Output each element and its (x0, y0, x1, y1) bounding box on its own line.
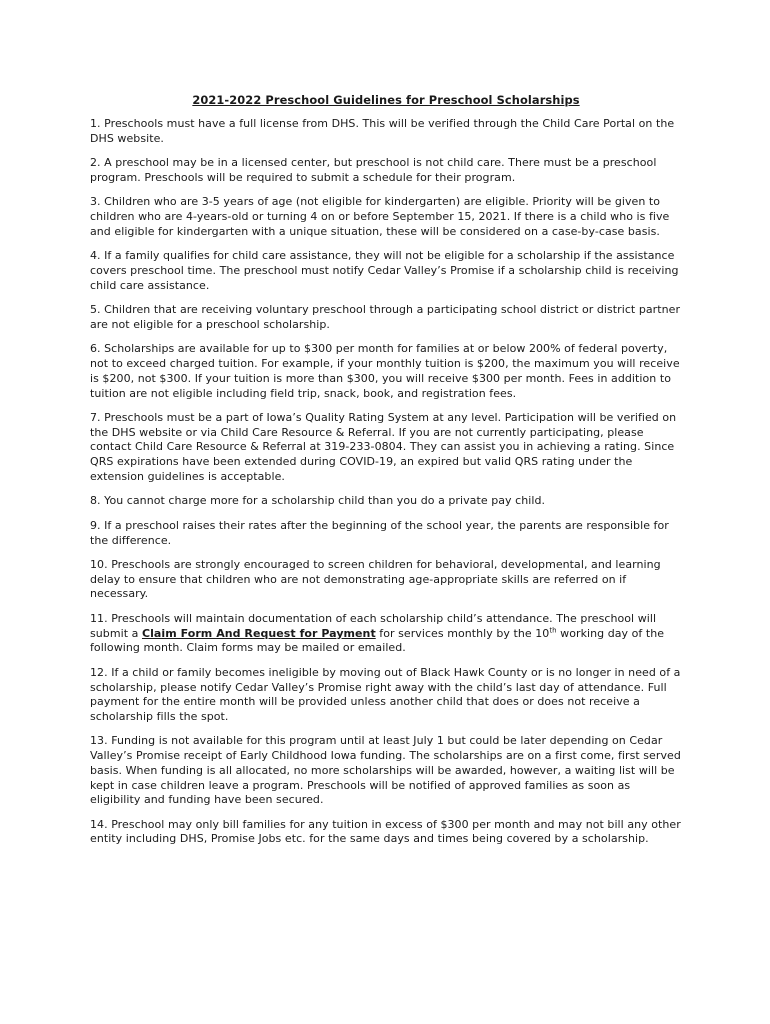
claim-form-link[interactable]: Claim Form And Request for Payment (141, 626, 376, 640)
guideline-12: 12. If a child or family becomes ineligible by moving out of Black Hawk County or is no longer in need of a scholarship, please notify Cedar Valley’s Promise right away with the child’s last day of attendance. Full payment for the entire month will be provided unless another child that does or does not receive a scholarship fills the spot. (90, 665, 681, 723)
guideline-11-text-start: 11. Preschools will maintain documentation of each scholarship child’s attendance. The preschool will submit a (90, 611, 657, 640)
guideline-11 (90, 612, 682, 656)
guideline-8: 8. You cannot charge more for a scholarship child than you do a private pay child. (90, 494, 546, 508)
guideline-10: 10. Preschools are strongly encouraged to screen children for behavioral, developmental, and learning delay to ensure that children who are not demonstrating age-appropriate skills are referred on if necessary. (90, 558, 661, 601)
guideline-14: 14. Preschool may only bill families for any tuition in excess of $300 per month and may not bill any other entity including DHS, Promise Jobs etc. for the same days and times being covered by a scholarship. (90, 817, 681, 846)
guideline-2: 2. A preschool may be in a licensed center, but preschool is not child care. There must be a preschool program. Preschools will be required to submit a schedule for their program. (90, 156, 657, 184)
guideline-1: 1. Preschools must have a full license from DHS. This will be verified through the Child Care Portal on the DHS website. (90, 117, 675, 145)
guideline-11-text-middle: for services monthly by the 10 (375, 626, 550, 640)
document-title: 2021-2022 Preschool Guidelines for Preschool Scholarships (192, 93, 580, 107)
guideline-4: 4. If a family qualifies for child care assistance, they will not be eligible for a scholarship if the assistance covers preschool time. The preschool must notify Cedar Valley’s Promise if a scholarship child is receiving child care assistance. (90, 249, 679, 292)
guideline-9: 9. If a preschool raises their rates after the beginning of the school year, the parents are responsible for the difference. (90, 518, 669, 547)
guideline-6: 6. Scholarships are available for up to $300 per month for families at or below 200% of federal poverty, not to exceed charged tuition. For example, if your monthly tuition is $200, the maximum you will receive is $200, not $300. If your tuition is more than $300, you will receive $300 per month. Fees in addition to tuition are not eligible including field trip, snack, book, and registration fees. (90, 342, 680, 400)
guideline-3: 3. Children who are 3-5 years of age (not eligible for kindergarten) are eligible. Priority will be given to children who are 4-years-old or turning 4 on or before September 15, 2021. If there is a child who is five and eligible for kindergarten with a unique situation, these will be considered on a case-by-case basis. (90, 195, 670, 238)
guideline-7: 7. Preschools must be a part of Iowa’s Quality Rating System at any level. Participation will be verified on the DHS website or via Child Care Resource & Referral. If you are not currently participating, please contact Child Care Resource & Referral at 319-233-0804. They can assist you in achieving a rating. Since QRS expirations have been extended during COVID-19, an expired but valid QRS rating under the extension guidelines is acceptable. (90, 411, 677, 483)
guideline-11-text-end: working day of the following month. Claim forms may be mailed or emailed. (90, 626, 665, 655)
guideline-5: 5. Children that are receiving voluntary preschool through a participating school district or district partner are not eligible for a preschool scholarship. (90, 303, 681, 331)
ordinal-suffix: th (549, 626, 557, 634)
guideline-13: 13. Funding is not available for this program until at least July 1 but could be later depending on Cedar Valley’s Promise receipt of Early Childhood Iowa funding. The scholarships are on a first come, first served basis. When funding is all allocated, no more scholarships will be awarded, however, a waiting list will be kept in case children leave a program. Preschools will be notified of approved families as soon as eligibility and funding have been secured. (90, 734, 681, 807)
